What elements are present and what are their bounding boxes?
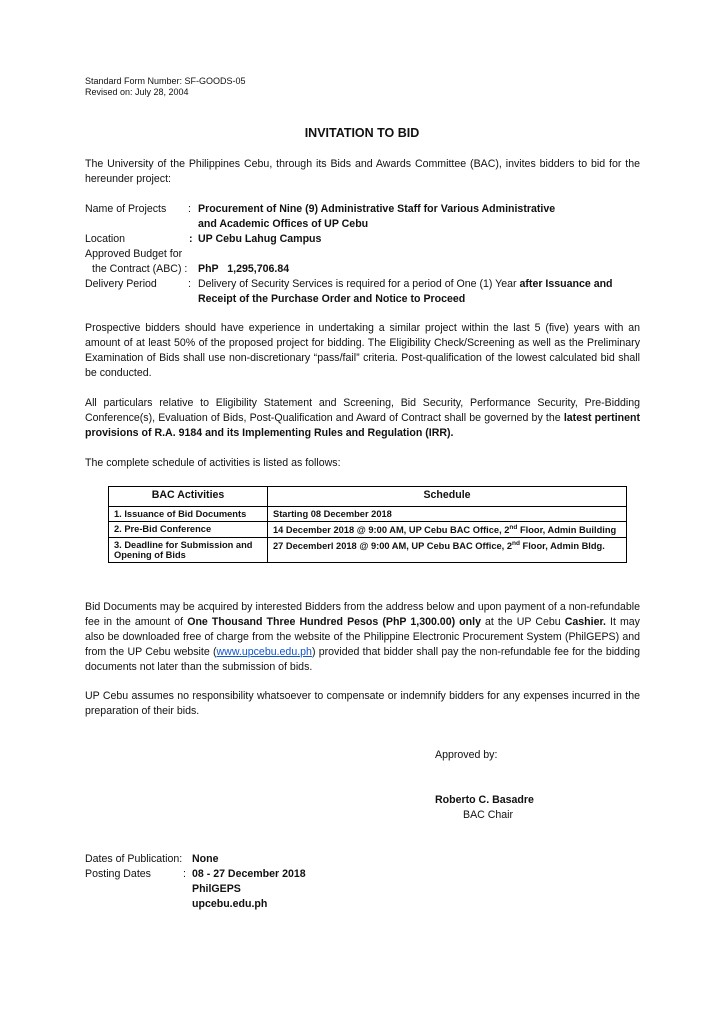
website-link[interactable]: www.upcebu.edu.ph — [216, 646, 312, 658]
delivery-value-plain: Delivery of Security Services is required for a period of One (1) Year — [198, 278, 520, 290]
table-row — [109, 522, 627, 538]
location-colon: : — [189, 233, 193, 245]
name-value-2: and Academic Offices of UP Cebu — [198, 218, 369, 230]
schedule-cell — [268, 538, 627, 563]
header-activities: BAC Activities — [109, 487, 268, 507]
name-value-1: Procurement of Nine (9) Administrative Staff for Various Administrative — [198, 203, 556, 215]
schedule-text: 27 Decemberl 2018 @ 9:00 AM, UP Cebu BAC Office, 2 — [273, 541, 512, 552]
schedule-cell — [268, 522, 627, 538]
responsibility-paragraph: UP Cebu assumes no responsibility whatsoever to compensate or indemnify bidders for any expenses incurred in the preparation of their bids. — [85, 690, 640, 717]
approver-name: Roberto C. Basadre — [435, 794, 534, 806]
posting-colon: : — [183, 868, 186, 880]
budget-label-1: Approved Budget for — [85, 248, 183, 260]
document-title: INVITATION TO BID — [304, 126, 420, 140]
table-row — [109, 538, 627, 563]
table-row — [109, 507, 627, 522]
documents-text: at the UP Cebu — [480, 616, 565, 628]
documents-paragraph — [85, 600, 640, 675]
ordinal-sup: nd — [509, 524, 518, 531]
posting-site-website: upcebu.edu.ph — [192, 898, 268, 910]
form-revised: Revised on: July 28, 2004 — [85, 87, 189, 97]
schedule-text: Floor, Admin Bldg. — [519, 541, 605, 552]
delivery-value-bold-2: Receipt of the Purchase Order and Notice to Proceed — [198, 293, 466, 305]
schedule-cell: Starting 08 December 2018 — [268, 507, 627, 522]
budget-value: PhP 1,295,706.84 — [198, 263, 290, 275]
posting-dates-value: 08 - 27 December 2018 — [192, 868, 306, 880]
publication-dates-label: Dates of Publication: — [85, 853, 183, 865]
form-number: Standard Form Number: SF-GOODS-05 — [85, 76, 246, 86]
schedule-text: Floor, Admin Building — [517, 525, 617, 536]
delivery-value-bold-1: after Issuance and — [519, 278, 613, 290]
activity-cell: 3. Deadline for Submission and Opening of Bids — [109, 538, 268, 563]
form-header — [85, 76, 246, 98]
delivery-colon: : — [188, 278, 191, 290]
documents-text: It may also be downloaded free of charge from the website of the Philippine Electronic Procurement System (PhilGEPS) and from the UP Cebu website ( — [85, 616, 640, 658]
schedule-intro: The complete schedule of activities is listed as follows: — [85, 457, 341, 469]
approved-by-label: Approved by: — [435, 749, 498, 761]
fee-amount: One Thousand Three Hundred Pesos (PhP 1,300.00) only — [187, 616, 481, 628]
posting-dates-label: Posting Dates — [85, 868, 151, 880]
header-schedule: Schedule — [268, 487, 627, 507]
particulars-paragraph — [85, 396, 640, 441]
intro-paragraph: The University of the Philippines Cebu, through its Bids and Awards Committee (BAC), invites bidders to bid for the hereunder project: — [85, 158, 640, 185]
name-colon: : — [188, 203, 191, 215]
delivery-value-line-1 — [198, 277, 613, 292]
name-label: Name of Projects — [85, 203, 167, 215]
documents-text: Bid Documents may be acquired by interested Bidders from the address below and upon payment of a non-refundable fee in the amount of — [85, 601, 640, 628]
documents-text: ) provided that bidder shall pay the non-refundable fee for the bidding documents not later than the submission of bids. — [85, 646, 640, 673]
posting-site-philgeps: PhilGEPS — [192, 883, 241, 895]
location-label: Location — [85, 233, 126, 245]
particulars-bold: latest pertinent provisions of R.A. 9184 and its Implementing Rules and Regulation (IRR). — [85, 412, 640, 439]
particulars-plain: All particulars relative to Eligibility Statement and Screening, Bid Security, Performance Security, Pre-Bidding Conference(s), Evaluation of Bids, Post-Qualification and Award of Contract shall be governed by the — [85, 397, 640, 424]
delivery-label: Delivery Period — [85, 278, 157, 290]
schedule-text: 14 December 2018 @ 9:00 AM, UP Cebu BAC Office, 2 — [273, 525, 510, 536]
prospective-paragraph: Prospective bidders should have experience in undertaking a similar project within the last 5 (five) years with an amount of at least 50% of the proposed project for bidding. The Eligibility Check/Screening as well as the Preliminary Examination of Bids shall use non-discretionary “pass/fail” criteria. Post-qualification of the lowest calculated bid shall be conducted. — [85, 322, 640, 379]
activity-cell: 1. Issuance of Bid Documents — [109, 507, 268, 522]
budget-label-2: the Contract (ABC) : — [92, 263, 188, 275]
ordinal-sup: nd — [512, 540, 520, 548]
activity-cell: 2. Pre-Bid Conference — [109, 522, 268, 538]
approver-position: BAC Chair — [463, 809, 514, 821]
table-header-row — [109, 487, 627, 507]
location-value: UP Cebu Lahug Campus — [198, 233, 322, 245]
schedule-table — [108, 486, 627, 563]
cashier-text: Cashier. — [564, 616, 606, 628]
publication-dates-value: None — [192, 853, 219, 865]
